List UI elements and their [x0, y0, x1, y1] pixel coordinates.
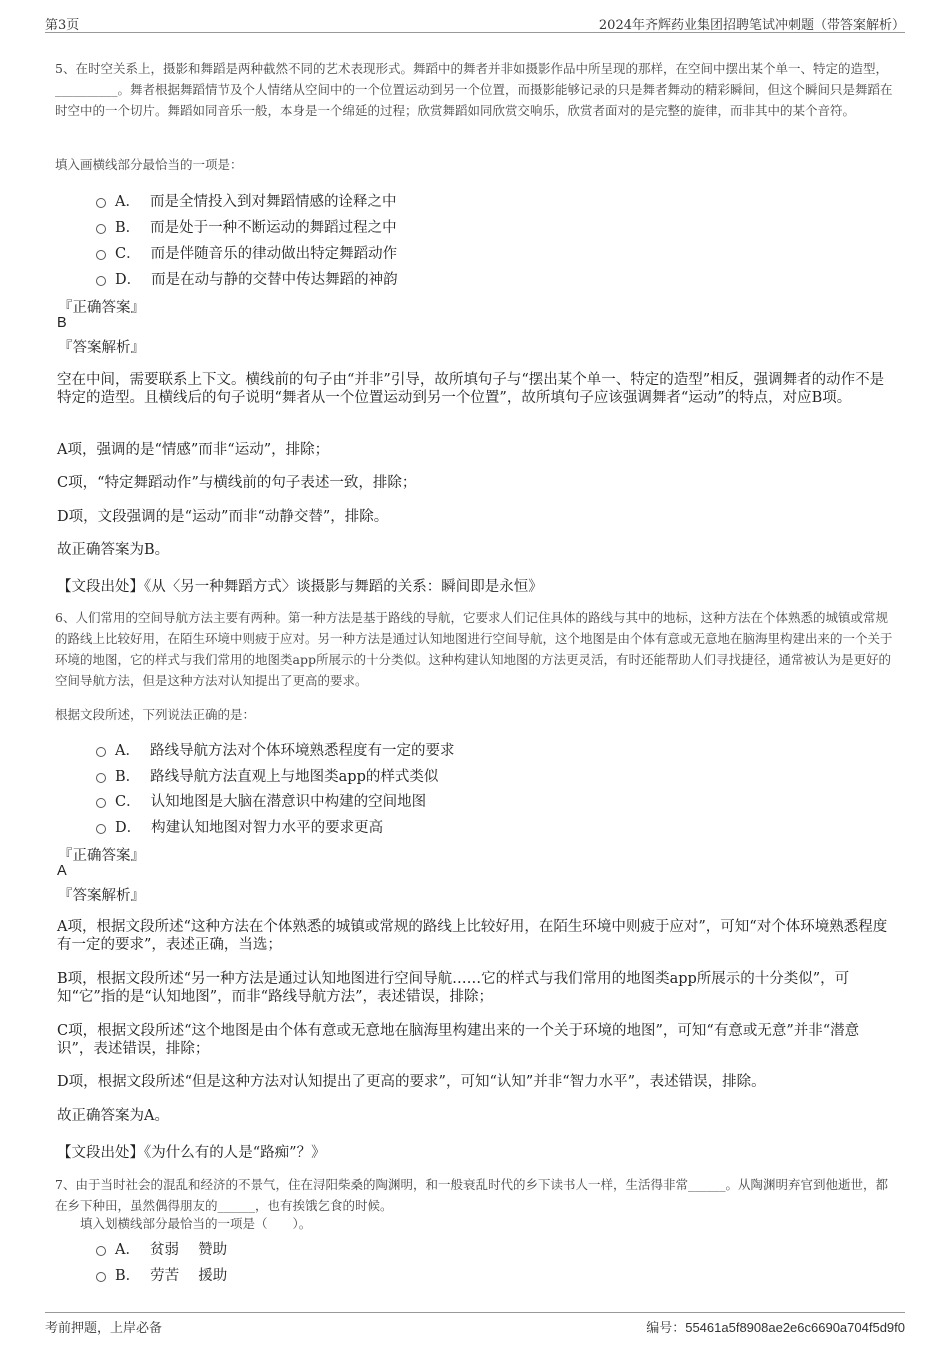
code-value: 55461a5f8908ae2e6c6690a704f5d9f0 — [685, 1320, 905, 1335]
q5-option-b[interactable]: B． 而是处于一种不断运动的舞蹈过程之中 — [96, 216, 397, 237]
q5-analysis-d: D项，文段强调的是“运动”而非“动静交替”，排除。 — [57, 509, 389, 525]
q5-source: 【文段出处】《从〈另一种舞蹈方式〉谈摄影与舞蹈的关系：瞬间即是永恒》 — [57, 579, 543, 595]
q6-conclusion: 故正确答案为A。 — [57, 1108, 169, 1124]
page-header — [45, 12, 905, 33]
code-label: 编号： — [646, 1321, 686, 1336]
q6-analysis-b: B项，根据文段所述“另一种方法是通过认知地图进行空间导航……它的样式与我们常用的地图类app所展示的十分类似”，可知“它”指的是“认知地图”，而非“路线导航方法”，表述错误，排除； — [57, 971, 850, 1005]
radio-icon[interactable] — [96, 224, 106, 234]
q6-source: 【文段出处】《为什么有的人是“路痴”？》 — [57, 1145, 326, 1161]
q6-option-d[interactable]: D． 构建认知地图对智力水平的要求更高 — [96, 816, 383, 837]
q6-answer-label: 『正确答案』 — [58, 848, 145, 864]
radio-icon[interactable] — [96, 250, 106, 260]
radio-icon[interactable] — [96, 1272, 106, 1282]
q5-option-a[interactable]: A． 而是全情投入到对舞蹈情感的诠释之中 — [96, 190, 396, 211]
q5-answer: B — [57, 315, 67, 331]
q6-analysis-label: 『答案解析』 — [58, 888, 145, 904]
question-5-text: 5、在时空关系上，摄影和舞蹈是两种截然不同的艺术表现形式。舞蹈中的舞者并非如摄影作品中所呈现的那样，在空间中摆出某个单一、特定的造型，__________。舞者根据舞蹈情节及个人情绪从空间中的一个位置运动到另一个位置，而摄影能够记录的只是舞者舞动的精彩瞬间，但这个瞬间只是舞蹈在时空中的一个切片。舞蹈如同音乐一般，本身是一个绵延的过程；欣赏舞蹈如同欣赏交响乐，欣赏者面对的是完整的旋律，而非其中的某个音符。 — [55, 61, 893, 118]
radio-icon[interactable] — [96, 773, 106, 783]
q5-analysis-a: A项，强调的是“情感”而非“运动”，排除； — [57, 442, 330, 458]
q5-option-d[interactable]: D． 而是在动与静的交替中传达舞蹈的神韵 — [96, 268, 398, 289]
page-footer — [45, 1312, 905, 1337]
radio-icon[interactable] — [96, 824, 106, 834]
question-6-text: 6、人们常用的空间导航方法主要有两种。第一种方法是基于路线的导航，它要求人们记住具体的路线与其中的地标，这种方法在个体熟悉的城镇或常规的路线上比较好用，在陌生环境中则疲于应对。另一种方法是通过认知地图进行空间导航，这个地图是由个体有意或无意地在脑海里构建出来的一个关于环境的地图，它的样式与我们常用的地图类app所展示的十分类似。这种构建认知地图的方法更灵活，有时还能帮助人们寻找捷径，通常被认为是更好的空间导航方法，但是这种方法对认知提出了更高的要求。 — [55, 610, 893, 688]
q6-answer: A — [57, 863, 67, 879]
footer-slogan: 考前押题，上岸必备 — [45, 1321, 163, 1336]
q5-analysis-c: C项，“特定舞蹈动作”与横线前的句子表述一致，排除； — [57, 475, 417, 491]
q5-analysis-paragraph: 空在中间，需要联系上下文。横线前的句子由“并非”引导，故所填句子与“摆出某个单一、特定的造型”相反，强调舞者的动作不是特定的造型。且横线后的句子说明“舞者从一个位置运动到另一个位置”，故所填句子应该强调舞者“运动”的特点，对应B项。 — [57, 372, 885, 406]
question-7-text: 7、由于当时社会的混乱和经济的不景气，住在浔阳柴桑的陶渊明，和一般衰乱时代的乡下读书人一样，生活得非常______。从陶渊明弃官到他逝世，都在乡下种田，虽然偶得朋友的______，也有挨饿乞食的时候。 — [55, 1177, 888, 1213]
radio-icon[interactable] — [96, 1246, 106, 1256]
q7-option-a[interactable]: A． 贫弱 赞助 — [96, 1238, 227, 1259]
page-number: 第3页 — [45, 18, 80, 33]
q6-option-b[interactable]: B． 路线导航方法直观上与地图类app的样式类似 — [96, 765, 438, 786]
radio-icon[interactable] — [96, 798, 106, 808]
q5-answer-label: 『正确答案』 — [58, 300, 145, 316]
q6-option-c[interactable]: C． 认知地图是大脑在潜意识中构建的空间地图 — [96, 790, 426, 811]
question-6-prompt: 根据文段所述，下列说法正确的是： — [55, 707, 256, 722]
q7-option-b[interactable]: B． 劳苦 援助 — [96, 1264, 227, 1285]
document-title: 2024年齐辉药业集团招聘笔试冲刺题（带答案解析） — [598, 18, 905, 33]
q5-analysis-label: 『答案解析』 — [58, 340, 145, 356]
radio-icon[interactable] — [96, 276, 106, 286]
radio-icon[interactable] — [96, 747, 106, 757]
q6-analysis-d: D项，根据文段所述“但是这种方法对认知提出了更高的要求”，可知“认知”并非“智力水平”，表述错误，排除。 — [57, 1074, 766, 1090]
radio-icon[interactable] — [96, 198, 106, 208]
document-code — [646, 1317, 905, 1336]
q5-conclusion: 故正确答案为B。 — [57, 542, 170, 558]
question-5-prompt: 填入画横线部分最恰当的一项是： — [55, 157, 243, 172]
question-7-prompt: 填入划横线部分最恰当的一项是（ ）。 — [80, 1216, 312, 1231]
q6-analysis-c: C项，根据文段所述“这个地图是由个体有意或无意地在脑海里构建出来的一个关于环境的地图”，可知“有意或无意”并非“潜意识”，表述错误，排除； — [57, 1023, 860, 1057]
q5-option-c[interactable]: C． 而是伴随音乐的律动做出特定舞蹈动作 — [96, 242, 397, 263]
q6-analysis-a: A项，根据文段所述“这种方法在个体熟悉的城镇或常规的路线上比较好用，在陌生环境中则疲于应对”，可知“对个体环境熟悉程度有一定的要求”，表述正确，当选； — [57, 919, 888, 953]
q6-option-a[interactable]: A． 路线导航方法对个体环境熟悉程度有一定的要求 — [96, 739, 454, 760]
